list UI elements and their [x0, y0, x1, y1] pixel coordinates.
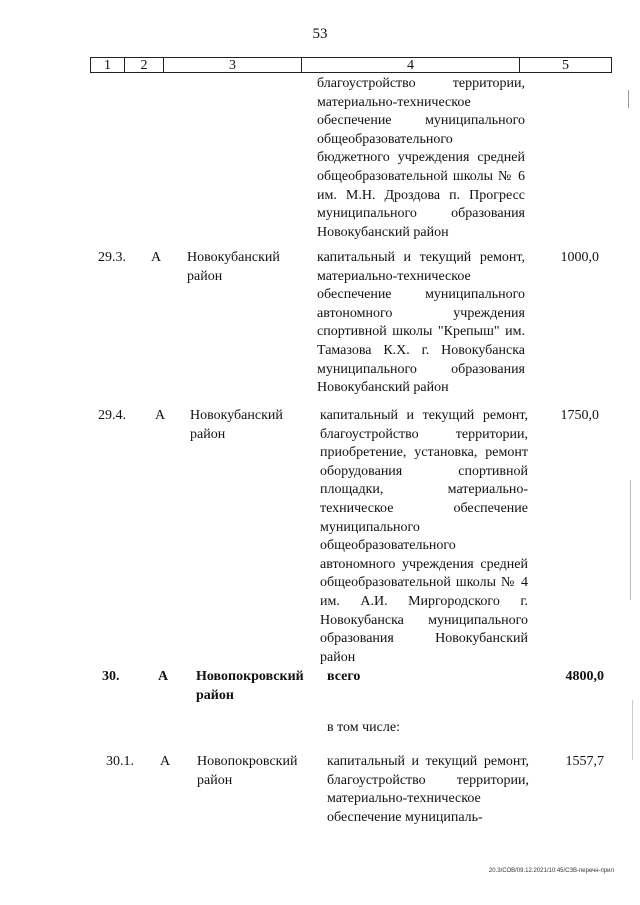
column-header-4: 4: [302, 58, 520, 72]
column-header-row: [90, 57, 612, 73]
row-district: Новокубанский район: [187, 250, 280, 284]
row-category: А: [160, 754, 171, 769]
row-number: 30.1.: [106, 754, 134, 769]
row-number: 30.: [102, 669, 120, 684]
subtotal-label: в том числе:: [327, 720, 400, 735]
row-category: А: [158, 669, 169, 684]
row-district: Новокубанский район: [190, 408, 283, 442]
scan-mark: [628, 90, 629, 108]
row-district: Новопокровский район: [196, 669, 304, 703]
continuation-description: благоустройство территории, материально-техническое обеспечение муниципального общеобразовательного бюджетного учреждения средней общеобразовательной школы № 6 им. М.Н. Дроздова п. Прогресс муниципального образования Новокубанский район: [317, 76, 525, 240]
column-header-5: 5: [562, 58, 569, 73]
row-description: всего: [327, 669, 361, 684]
scan-mark: [630, 480, 631, 600]
column-header-2: 2: [125, 58, 164, 72]
row-number: 29.4.: [98, 408, 126, 423]
row-category: А: [151, 250, 162, 265]
row-description: капитальный и текущий ремонт, благоустройство территории, приобретение, установка, ремонт оборудования спортивной площадки, материально-техническое обеспечение муниципального общеобразовательного автономного учреждения средней общеобразовательной школы № 4 им. А.И. Миргородского г. Новокубанска муниципального образования Новокубанский район: [320, 408, 528, 665]
scan-mark: [632, 700, 633, 760]
row-district: Новопокровский район: [197, 754, 298, 788]
row-amount: 1557,7: [565, 754, 604, 769]
row-amount: 1000,0: [560, 250, 599, 265]
row-category: А: [155, 408, 166, 423]
column-header-3: 3: [164, 58, 302, 72]
page-number: 53: [312, 26, 328, 42]
row-description: капитальный и текущий ремонт, благоустройство территории, материально-техническое обеспечение муниципаль-: [327, 754, 529, 825]
row-number: 29.3.: [98, 250, 126, 265]
column-header-1: 1: [91, 58, 125, 72]
footer-document-code: 20.3/СОВ/09.12.2021/10:45/СЗВ-перечн-прил: [488, 868, 614, 874]
row-amount: 1750,0: [560, 408, 599, 423]
row-amount: 4800,0: [565, 669, 604, 684]
row-description: капитальный и текущий ремонт, материально-техническое обеспечение муниципального автономного учреждения спортивной школы "Крепыш" им. Тамазова К.Х. г. Новокубанска муниципального образования Новокубанский район: [317, 250, 525, 396]
